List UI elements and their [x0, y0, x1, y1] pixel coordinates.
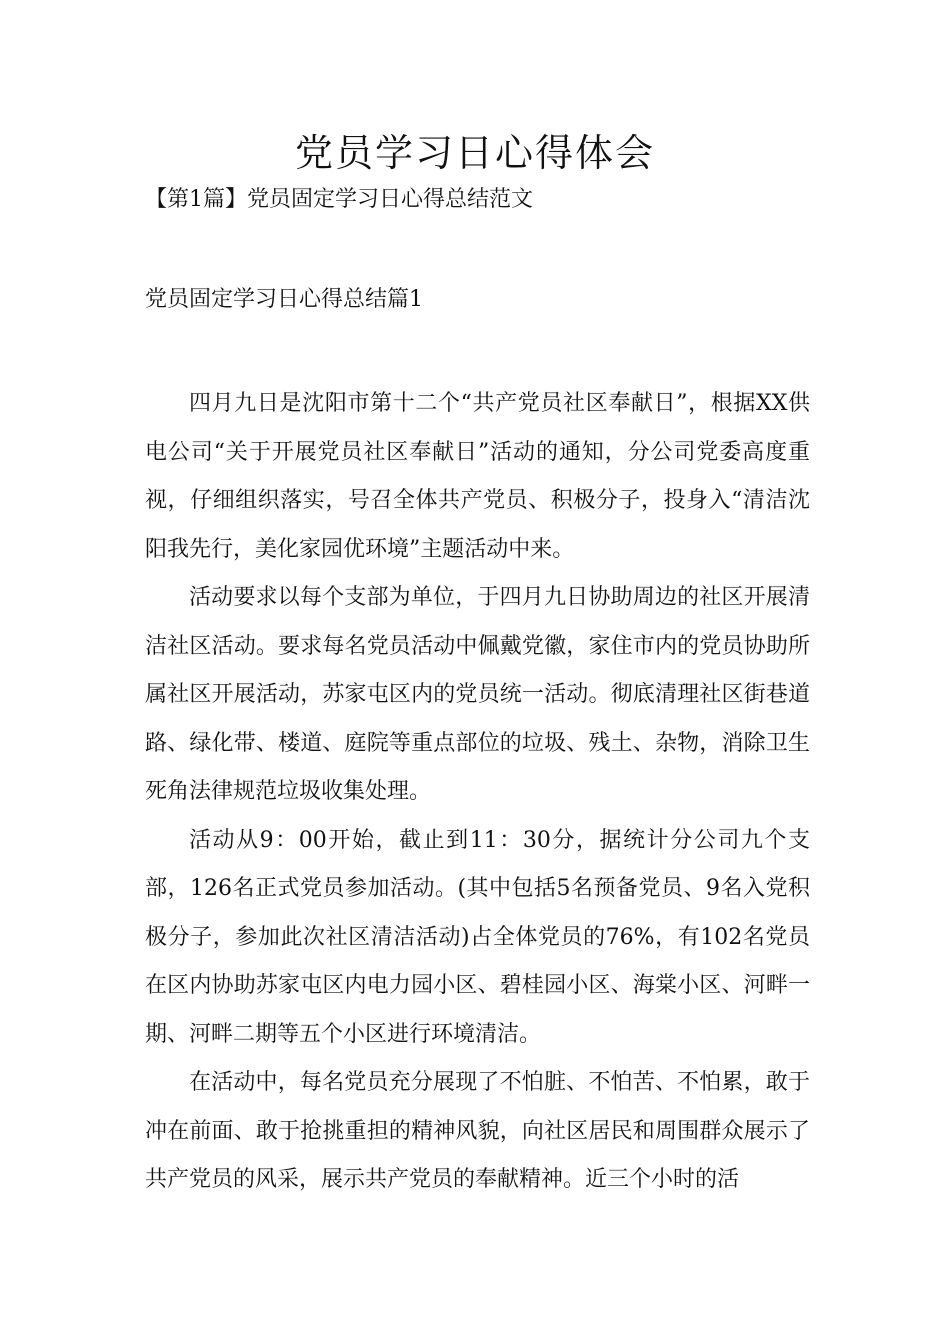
document-body: [145, 380, 810, 1205]
paragraph: 活动从9：00开始，截止到11：30分，据统计分公司九个支部，126名正式党员参加活动。(其中包括5名预备党员、9名入党积极分子，参加此次社区清洁活动)占全体党员的76%，有102名党员在区内协助苏家屯区内电力园小区、碧桂园小区、海棠小区、河畔一期、河畔二期等五个小区进行环境清洁。: [145, 827, 810, 1047]
paragraph: 活动要求以每个支部为单位，于四月九日协助周边的社区开展清洁社区活动。要求每名党员活动中佩戴党徽，家住市内的党员协助所属社区开展活动，苏家屯区内的党员统一活动。彻底清理社区街巷道路、绿化带、楼道、庭院等重点部位的垃圾、残土、杂物，消除卫生死角法律规范垃圾收集处理。: [145, 585, 810, 804]
document-title: 党员学习日心得体会: [294, 131, 655, 175]
paragraph: 四月九日是沈阳市第十二个“共产党员社区奉献日”，根据XX供电公司“关于开展党员社区奉献日”活动的通知，分公司党委高度重视，仔细组织落实，号召全体共产党员、积极分子，投身入“清洁沈阳我先行，美化家园优环境”主题活动中来。: [145, 391, 810, 562]
document-subtitle: 【第1篇】党员固定学习日心得总结范文: [145, 187, 533, 212]
paragraph: 在活动中，每名党员充分展现了不怕脏、不怕苦、不怕累，敢于冲在前面、敢于抢挑重担的精神风貌，向社区居民和周围群众展示了共产党员的风采，展示共产党员的奉献精神。近三个小时的活: [145, 1070, 810, 1192]
section-heading: 党员固定学习日心得总结篇1: [145, 287, 423, 312]
